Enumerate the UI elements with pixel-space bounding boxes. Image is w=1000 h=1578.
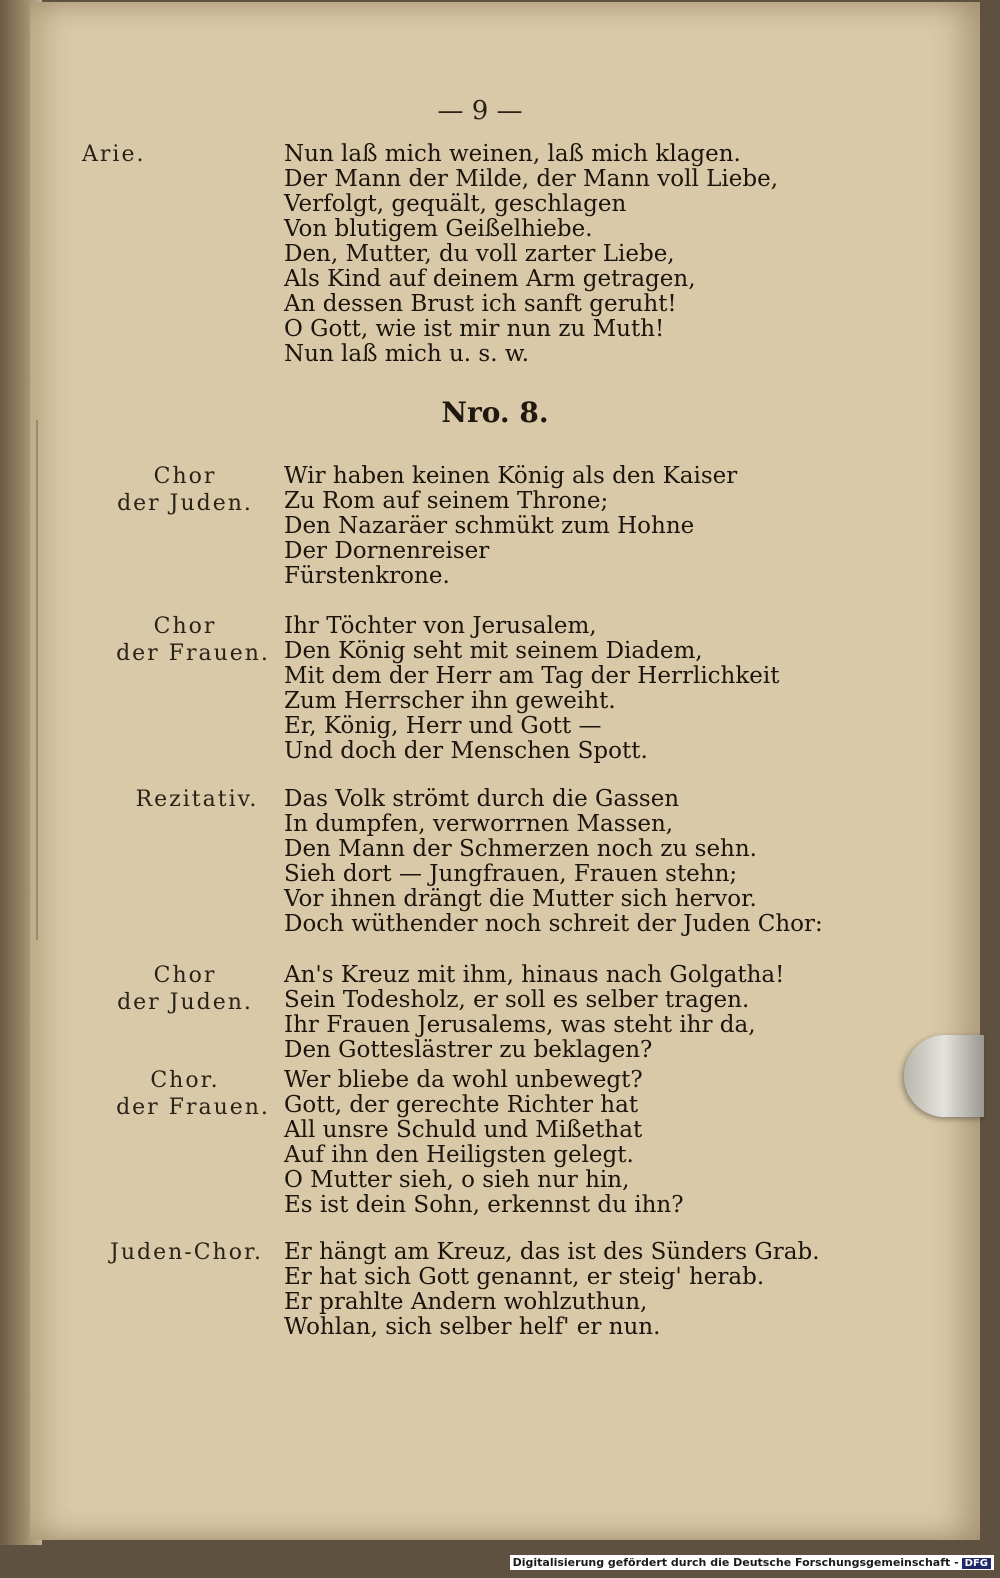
speaker-label: der Juden.: [117, 491, 253, 516]
verse-line: Gott, der gerechte Richter hat: [284, 1092, 639, 1118]
dfg-logo: DFG: [962, 1558, 991, 1569]
verse-line: Nun laß mich weinen, laß mich klagen.: [284, 141, 741, 167]
speaker-label: Chor: [153, 614, 217, 639]
verse-line: Wer bliebe da wohl unbewegt?: [284, 1067, 643, 1093]
verse-lines: [284, 142, 844, 367]
speaker-label: Chor: [153, 963, 217, 988]
verse-line: Sein Todesholz, er soll es selber tragen.: [284, 987, 750, 1013]
verse-line: Er prahlte Andern wohlzuthun,: [284, 1289, 648, 1315]
verse-line: Er, König, Herr und Gott —: [284, 713, 602, 739]
speaker-label: der Juden.: [117, 990, 253, 1015]
verse-lines: [284, 963, 844, 1063]
speaker-label: Arie.: [82, 142, 146, 167]
verse-line: Zu Rom auf seinem Throne;: [284, 488, 609, 514]
verse-lines: [284, 787, 844, 937]
verse-line: All unsre Schuld und Mißethat: [284, 1117, 643, 1143]
verse-line: Den Mann der Schmerzen noch zu sehn.: [284, 836, 757, 862]
verse-line: Er hängt am Kreuz, das ist des Sünders Grab.: [284, 1239, 820, 1265]
verse-line: Auf ihn den Heiligsten gelegt.: [284, 1142, 634, 1168]
verse-line: Und doch der Menschen Spott.: [284, 738, 648, 764]
verse-line: O Mutter sieh, o sieh nur hin,: [284, 1167, 630, 1193]
verse-line: Den, Mutter, du voll zarter Liebe,: [284, 241, 675, 267]
verse-line: Es ist dein Sohn, erkennst du ihn?: [284, 1192, 684, 1218]
verse-line: An dessen Brust ich sanft geruht!: [284, 291, 677, 317]
verse-line: Doch wüthender noch schreit der Juden Chor:: [284, 911, 823, 937]
speaker-label: der Frauen.: [116, 1095, 270, 1120]
verse-line: Von blutigem Geißelhiebe.: [284, 216, 593, 242]
verse-line: Als Kind auf deinem Arm getragen,: [284, 266, 696, 292]
verse-line: Den Nazaräer schmükt zum Hohne: [284, 513, 695, 539]
verse-line: Der Mann der Milde, der Mann voll Liebe,: [284, 166, 779, 192]
speaker-label: Chor: [153, 464, 217, 489]
verse-line: Nun laß mich u. s. w.: [284, 341, 530, 367]
verse-lines: [284, 1240, 844, 1340]
verse-line: O Gott, wie ist mir nun zu Muth!: [284, 316, 665, 342]
verse-line: Fürstenkrone.: [284, 563, 450, 589]
page-number: — 9 —: [437, 96, 523, 126]
speaker-label: Chor.: [150, 1068, 220, 1093]
verse-line: Er hat sich Gott genannt, er steig' herab.: [284, 1264, 765, 1290]
speaker-label: der Frauen.: [116, 641, 270, 666]
speaker-label: Juden-Chor.: [110, 1240, 264, 1265]
verse-line: Vor ihnen drängt die Mutter sich hervor.: [284, 886, 757, 912]
verse-line: Wir haben keinen König als den Kaiser: [284, 463, 738, 489]
section-heading: Nro. 8.: [441, 396, 549, 429]
verse-line: Das Volk strömt durch die Gassen: [284, 786, 680, 812]
verse-lines: [284, 464, 844, 589]
verse-lines: [284, 1068, 844, 1218]
verse-line: In dumpfen, verworrnen Massen,: [284, 811, 674, 837]
verse-line: Mit dem der Herr am Tag der Herrlichkeit: [284, 663, 780, 689]
verse-line: Zum Herrscher ihn geweiht.: [284, 688, 616, 714]
verse-line: Der Dornenreiser: [284, 538, 490, 564]
digitization-credit: [510, 1555, 994, 1570]
credit-text: Digitalisierung gefördert durch die Deutsche Forschungsgemeinschaft -: [512, 1556, 959, 1569]
verse-line: Sieh dort — Jungfrauen, Frauen stehn;: [284, 861, 738, 887]
verse-line: Den König seht mit seinem Diadem,: [284, 638, 703, 664]
verse-line: Wohlan, sich selber helf' er nun.: [284, 1314, 661, 1340]
verse-line: Ihr Frauen Jerusalems, was steht ihr da,: [284, 1012, 756, 1038]
verse-lines: [284, 614, 844, 764]
verse-line: Verfolgt, gequält, geschlagen: [284, 191, 627, 217]
verse-line: Den Gotteslästrer zu beklagen?: [284, 1037, 653, 1063]
verse-line: An's Kreuz mit ihm, hinaus nach Golgatha!: [284, 962, 785, 988]
speaker-label: Rezitativ.: [135, 787, 259, 812]
spine-fold: [36, 420, 58, 940]
verse-line: Ihr Töchter von Jerusalem,: [284, 613, 597, 639]
page-clip: [904, 1035, 984, 1117]
